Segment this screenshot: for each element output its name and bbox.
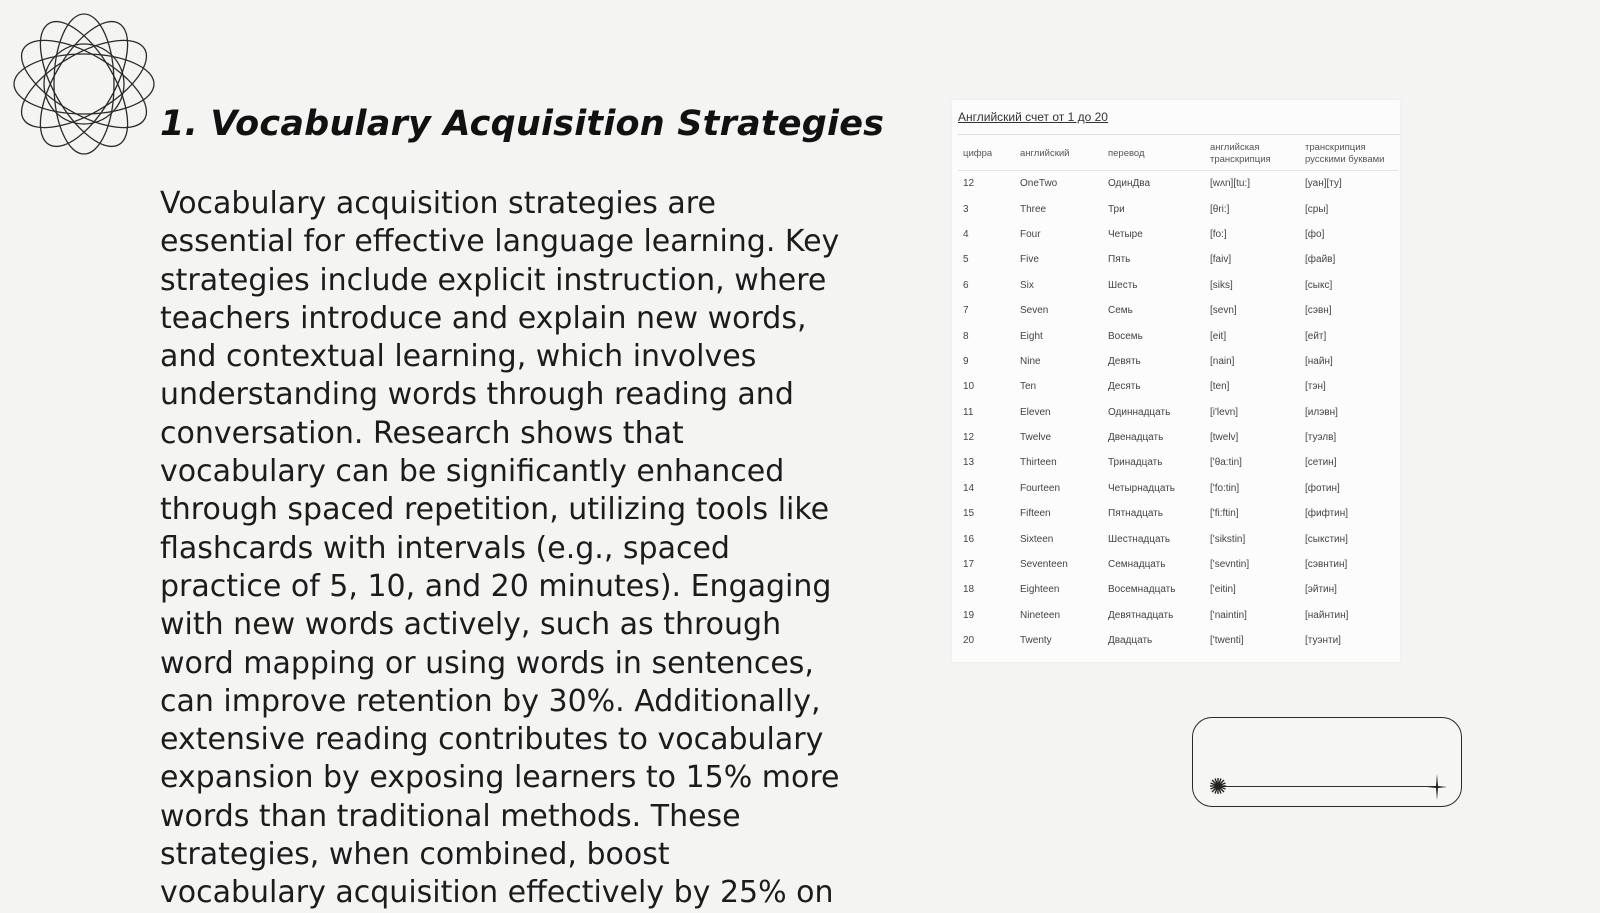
russian-transcription-cell: [туэлв] <box>1305 432 1337 444</box>
english-transcription-cell: ['eitin] <box>1210 584 1236 596</box>
table-row <box>958 247 1398 272</box>
table-row <box>958 425 1398 450</box>
counting-table <box>958 138 1398 653</box>
sun-icon <box>1209 777 1227 795</box>
translation-cell: Шесть <box>1108 279 1138 291</box>
english-cell: Five <box>1020 254 1039 266</box>
translation-cell: Шестнадцать <box>1108 533 1171 545</box>
english-cell: Thirteen <box>1020 457 1057 469</box>
russian-transcription-cell: [сетин] <box>1305 457 1337 469</box>
digit-cell: 16 <box>963 533 975 545</box>
english-cell: Fourteen <box>1020 482 1061 494</box>
digit-cell: 20 <box>963 635 975 647</box>
english-cell: Four <box>1020 228 1041 240</box>
english-cell: Fifteen <box>1020 508 1051 520</box>
russian-transcription-cell: [тэн] <box>1305 381 1326 393</box>
table-row <box>958 603 1398 628</box>
english-transcription-cell: [fo:] <box>1210 228 1227 240</box>
english-transcription-cell: ['fi:ftin] <box>1210 508 1239 520</box>
digit-cell: 6 <box>963 279 969 291</box>
table-row <box>958 374 1398 399</box>
header-english: английский <box>1015 138 1103 171</box>
digit-cell: 12 <box>963 178 975 190</box>
english-cell: Seventeen <box>1020 559 1068 571</box>
orbital-rings-logo-icon <box>10 10 158 158</box>
slide-title: 1. Vocabulary Acquisition Strategies <box>160 104 885 144</box>
english-cell: Six <box>1020 279 1034 291</box>
table-row <box>958 476 1398 501</box>
english-transcription-cell: [ten] <box>1210 381 1230 393</box>
translation-cell: Десять <box>1108 381 1141 393</box>
table-caption-link[interactable]: Английский счет от 1 до 20 <box>958 110 1108 124</box>
translation-cell: Семнадцать <box>1108 559 1166 571</box>
header-english-transcription: английская транскрипция <box>1205 138 1300 171</box>
english-cell: Seven <box>1020 305 1049 317</box>
translation-cell: Четырнадцать <box>1108 482 1176 494</box>
digit-cell: 7 <box>963 305 969 317</box>
table-row <box>958 196 1398 221</box>
english-cell: Twelve <box>1020 432 1052 444</box>
digit-cell: 18 <box>963 584 975 596</box>
english-cell: OneTwo <box>1020 178 1058 190</box>
translation-cell: Тринадцать <box>1108 457 1163 469</box>
english-transcription-cell: [sevn] <box>1210 305 1237 317</box>
english-transcription-cell: [eit] <box>1210 330 1227 342</box>
table-body <box>958 171 1398 654</box>
table-row <box>958 501 1398 526</box>
digit-cell: 3 <box>963 203 969 215</box>
table-row <box>958 349 1398 374</box>
english-cell: Three <box>1020 203 1047 215</box>
translation-cell: Четыре <box>1108 228 1143 240</box>
table-row <box>958 526 1398 551</box>
english-transcription-cell: [faiv] <box>1210 254 1232 266</box>
body-paragraph: Vocabulary acquisition strategies are essential for effective language learning. Key strategies include explicit instruction, where teachers introduce and explain new words, and contextual learning, which involves understanding words through reading and conversation. Research shows that vocabulary can be significantly enhanced through spaced repetition, utilizing tools like flashcards with intervals (e.g., spaced practice of 5, 10, and 20 minutes). Engaging with new words actively, such as through word mapping or using words in sentences, can improve retention by 30%. Additionally, extensive reading contributes to vocabulary expansion by exposing learners to 15% more words than traditional methods. These strategies, when combined, boost vocabulary acquisition effectively by 25% on <box>160 186 840 911</box>
translation-cell: Двенадцать <box>1108 432 1164 444</box>
english-transcription-cell: [siks] <box>1210 279 1233 291</box>
header-translation: перевод <box>1103 138 1205 171</box>
english-cell: Eighteen <box>1020 584 1060 596</box>
english-cell: Ten <box>1020 381 1037 393</box>
table-row <box>958 628 1398 653</box>
header-digit: цифра <box>958 138 1015 171</box>
digit-cell: 17 <box>963 559 975 571</box>
translation-cell: Восемнадцать <box>1108 584 1176 596</box>
english-cell: Nine <box>1020 355 1041 367</box>
english-transcription-cell: [twelv] <box>1210 432 1239 444</box>
table-row <box>958 450 1398 475</box>
translation-cell: Девятнадцать <box>1108 609 1174 621</box>
russian-transcription-cell: [файв] <box>1305 254 1336 266</box>
translation-cell: Пятнадцать <box>1108 508 1163 520</box>
table-row <box>958 400 1398 425</box>
caption-divider <box>958 134 1400 135</box>
digit-cell: 4 <box>963 228 969 240</box>
translation-cell: Девять <box>1108 355 1141 367</box>
russian-transcription-cell: [уан][ту] <box>1305 178 1342 190</box>
table-row <box>958 222 1398 247</box>
digit-cell: 12 <box>963 432 975 444</box>
russian-transcription-cell: [фифтин] <box>1305 508 1349 520</box>
digit-cell: 9 <box>963 355 969 367</box>
translation-cell: Три <box>1108 203 1125 215</box>
digit-cell: 10 <box>963 381 975 393</box>
table-row <box>958 273 1398 298</box>
timeline-decoration <box>1192 717 1462 807</box>
english-transcription-cell: ['twenti] <box>1210 635 1244 647</box>
russian-transcription-cell: [фотин] <box>1305 482 1340 494</box>
english-cell: Eight <box>1020 330 1043 342</box>
timeline-line <box>1217 786 1437 787</box>
english-transcription-cell: [wʌn][tu:] <box>1210 178 1251 190</box>
digit-cell: 14 <box>963 482 975 494</box>
russian-transcription-cell: [сыкстин] <box>1305 533 1348 545</box>
russian-transcription-cell: [ейт] <box>1305 330 1327 342</box>
english-transcription-cell: ['sevntin] <box>1210 559 1250 571</box>
russian-transcription-cell: [сэвн] <box>1305 305 1332 317</box>
russian-transcription-cell: [сры] <box>1305 203 1329 215</box>
counting-table-image <box>952 100 1400 662</box>
russian-transcription-cell: [фо] <box>1305 228 1325 240</box>
table-row <box>958 577 1398 602</box>
table-header-row <box>958 138 1398 171</box>
english-transcription-cell: ['naintin] <box>1210 609 1247 621</box>
table-row <box>958 323 1398 348</box>
table-row <box>958 298 1398 323</box>
digit-cell: 15 <box>963 508 975 520</box>
table-row <box>958 171 1398 197</box>
russian-transcription-cell: [туэнти] <box>1305 635 1341 647</box>
english-transcription-cell: ['sikstin] <box>1210 533 1246 545</box>
translation-cell: Одиннадцать <box>1108 406 1171 418</box>
english-cell: Sixteen <box>1020 533 1054 545</box>
digit-cell: 11 <box>963 406 974 418</box>
table-row <box>958 552 1398 577</box>
english-transcription-cell: ['θa:tin] <box>1210 457 1242 469</box>
sparkle-cross-icon <box>1427 774 1447 800</box>
english-transcription-cell: ['fo:tin] <box>1210 482 1240 494</box>
russian-transcription-cell: [эйтин] <box>1305 584 1337 596</box>
english-transcription-cell: [i'levn] <box>1210 406 1239 418</box>
russian-transcription-cell: [найн] <box>1305 355 1333 367</box>
english-cell: Eleven <box>1020 406 1051 418</box>
translation-cell: ОдинДва <box>1108 178 1151 190</box>
russian-transcription-cell: [сэвнтин] <box>1305 559 1348 571</box>
english-transcription-cell: [θri:] <box>1210 203 1230 215</box>
translation-cell: Двадцать <box>1108 635 1153 647</box>
translation-cell: Восемь <box>1108 330 1143 342</box>
russian-transcription-cell: [илэвн] <box>1305 406 1338 418</box>
digit-cell: 19 <box>963 609 975 621</box>
english-cell: Twenty <box>1020 635 1052 647</box>
translation-cell: Семь <box>1108 305 1133 317</box>
digit-cell: 5 <box>963 254 969 266</box>
russian-transcription-cell: [найнтин] <box>1305 609 1349 621</box>
english-transcription-cell: [nain] <box>1210 355 1235 367</box>
digit-cell: 8 <box>963 330 969 342</box>
digit-cell: 13 <box>963 457 975 469</box>
russian-transcription-cell: [сыкс] <box>1305 279 1333 291</box>
header-russian-transcription: транскрипция русскими буквами <box>1300 138 1398 171</box>
english-cell: Nineteen <box>1020 609 1061 621</box>
translation-cell: Пять <box>1108 254 1131 266</box>
